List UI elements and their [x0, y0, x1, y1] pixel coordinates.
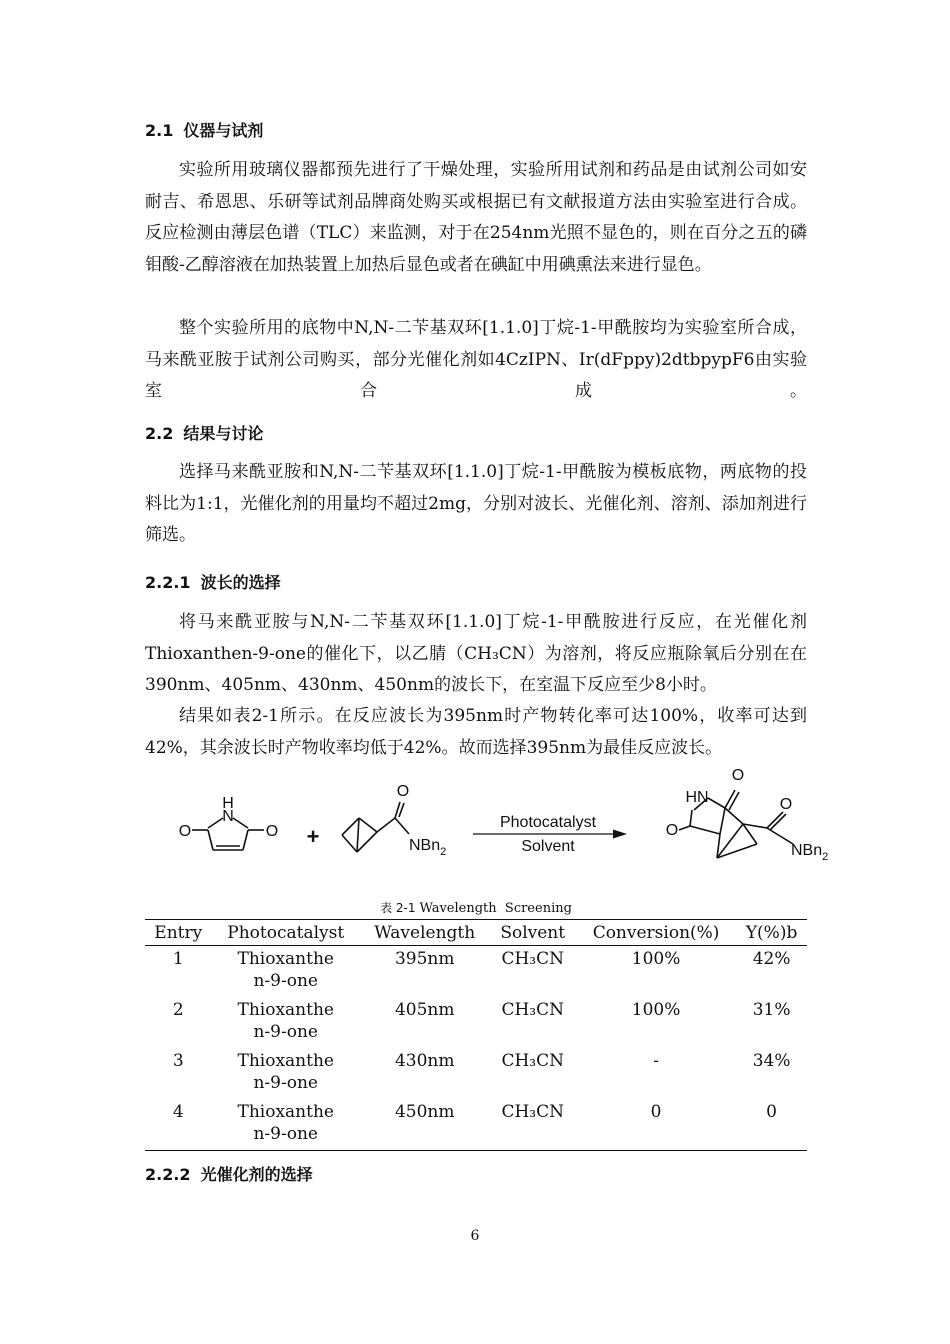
section-number: 2.2: [145, 424, 174, 443]
atom-label-N: N: [222, 808, 234, 825]
paragraph-instruments: 实验所用玻璃仪器都预先进行了干燥处理，实验所用试剂和药品是由试剂公司如安耐吉、希恩思、乐研等试剂品牌商处购买或根据已有文献报道方法由实验室进行合成。反应检测由薄层色谱（TLC）来监测，对于在254nm光照不显色的，则在百分之五的磷钼酸-乙醇溶液在加热装置上加热后显色或者在碘缸中用碘熏法来进行显色。: [145, 160, 807, 275]
cell-wavelength: 395nm: [394, 949, 455, 969]
section-heading-2-1: [145, 118, 263, 141]
section-number: 2.1: [145, 121, 174, 140]
cell-wavelength: 430nm: [394, 1051, 455, 1071]
atom-label-O: O: [779, 796, 793, 813]
cell-entry: 2: [172, 1000, 184, 1020]
arrow-label-catalyst: Photocatalyst: [499, 814, 597, 831]
paragraph-results-intro: 选择马来酰亚胺和N,N-二苄基双环[1.1.0]丁烷-1-甲酰胺为模板底物，两底物的投料比为1:1，光催化剂的用量均不超过2mg，分别对波长、光催化剂、溶剂、添加剂进行筛选。: [145, 462, 807, 545]
column-header-entry: Entry: [145, 920, 211, 946]
cell-wavelength: 450nm: [394, 1102, 455, 1122]
paragraph-substrates: 整个实验所用的底物中N,N-二苄基双环[1.1.0]丁烷-1-甲酰胺均为实验室所合成，马来酰亚胺于试剂公司购买，部分光催化剂如4CzIPN、Ir(dFppy)2dtbpypF6由实验室合成。: [145, 318, 807, 401]
cell-solvent: CH₃CN: [501, 1051, 564, 1071]
table-row: [145, 1099, 807, 1151]
section-title: 光催化剂的选择: [200, 1165, 313, 1184]
section-title: 结果与讨论: [183, 424, 264, 443]
cell-yield: 31%: [752, 1000, 791, 1020]
atom-label-HN: HN: [685, 789, 709, 806]
paragraph-wavelength-result: 结果如表2-1所示。在反应波长为395nm时产物转化率可达100%，收率可达到42%，其余波长时产物收率均低于42%。故而选择395nm为最佳反应波长。: [145, 706, 807, 758]
column-header-yield: Y(%)b: [736, 920, 807, 946]
cell-entry: 3: [172, 1051, 184, 1071]
cell-conversion: 0: [650, 1102, 662, 1122]
atom-label-O: O: [731, 767, 745, 784]
paragraph-wavelength-method: 将马来酰亚胺与N,N-二苄基双环[1.1.0]丁烷-1-甲酰胺进行反应，在光催化剂Thioxanthen-9-one的催化下，以乙腈（CH₃CN）为溶剂，将反应瓶除氧后分别在在390nm、405nm、430nm、450nm的波长下，在室温下反应至少8小时。: [145, 612, 807, 695]
atom-label-O: O: [265, 823, 279, 840]
section-number: 2.2.1: [145, 573, 191, 592]
section-number: 2.2.2: [145, 1165, 191, 1184]
cell-yield: 34%: [752, 1051, 791, 1071]
page-number: 6: [470, 1228, 480, 1244]
cell-photocatalyst: Thioxanthen-9-one: [237, 1051, 334, 1093]
table-caption-text: Wavelength Screening: [419, 901, 572, 916]
table-row: [145, 946, 807, 998]
table-header-row: [145, 920, 807, 946]
amine-label: NBn$_2$: [791, 842, 829, 863]
cell-photocatalyst: Thioxanthen-9-one: [237, 949, 334, 991]
cell-photocatalyst: Thioxanthen-9-one: [237, 1102, 334, 1144]
column-header-solvent: Solvent: [489, 920, 576, 946]
plus-sign: +: [306, 824, 320, 849]
wavelength-screening-table: [145, 919, 807, 1151]
cell-conversion: -: [653, 1051, 659, 1071]
cell-entry: 4: [172, 1102, 184, 1122]
section-heading-2-2-1: [145, 570, 281, 593]
column-header-conversion: Conversion(%): [576, 920, 736, 946]
cell-solvent: CH₃CN: [501, 1000, 564, 1020]
cell-entry: 1: [172, 949, 184, 969]
section-heading-2-2: [145, 421, 263, 444]
column-header-wavelength: Wavelength: [360, 920, 489, 946]
cell-solvent: CH₃CN: [501, 1102, 564, 1122]
bicyclobutane-amide-structure: [342, 802, 409, 852]
section-title: 仪器与试剂: [183, 121, 264, 140]
atom-label-H: H: [222, 795, 234, 812]
cell-wavelength: 405nm: [394, 1000, 455, 1020]
amine-label: NBn$_2$: [409, 837, 447, 858]
cell-yield: 0: [766, 1102, 777, 1122]
cell-solvent: CH₃CN: [501, 949, 564, 969]
table-caption-label: 表 2-1: [380, 901, 416, 915]
table-caption: [145, 899, 807, 916]
cell-conversion: 100%: [631, 949, 681, 969]
reaction-scheme: [145, 760, 845, 880]
section-heading-2-2-2: [145, 1162, 313, 1185]
atom-label-O: O: [396, 783, 410, 800]
cell-conversion: 100%: [631, 1000, 681, 1020]
atom-label-O: O: [178, 823, 192, 840]
atom-label-O: O: [665, 822, 679, 839]
arrow-label-solvent: Solvent: [521, 838, 575, 855]
table-row: [145, 997, 807, 1048]
column-header-photocatalyst: Photocatalyst: [211, 920, 360, 946]
table-row: [145, 1048, 807, 1099]
cell-photocatalyst: Thioxanthen-9-one: [237, 1000, 334, 1042]
cell-yield: 42%: [752, 949, 791, 969]
section-title: 波长的选择: [200, 573, 281, 592]
